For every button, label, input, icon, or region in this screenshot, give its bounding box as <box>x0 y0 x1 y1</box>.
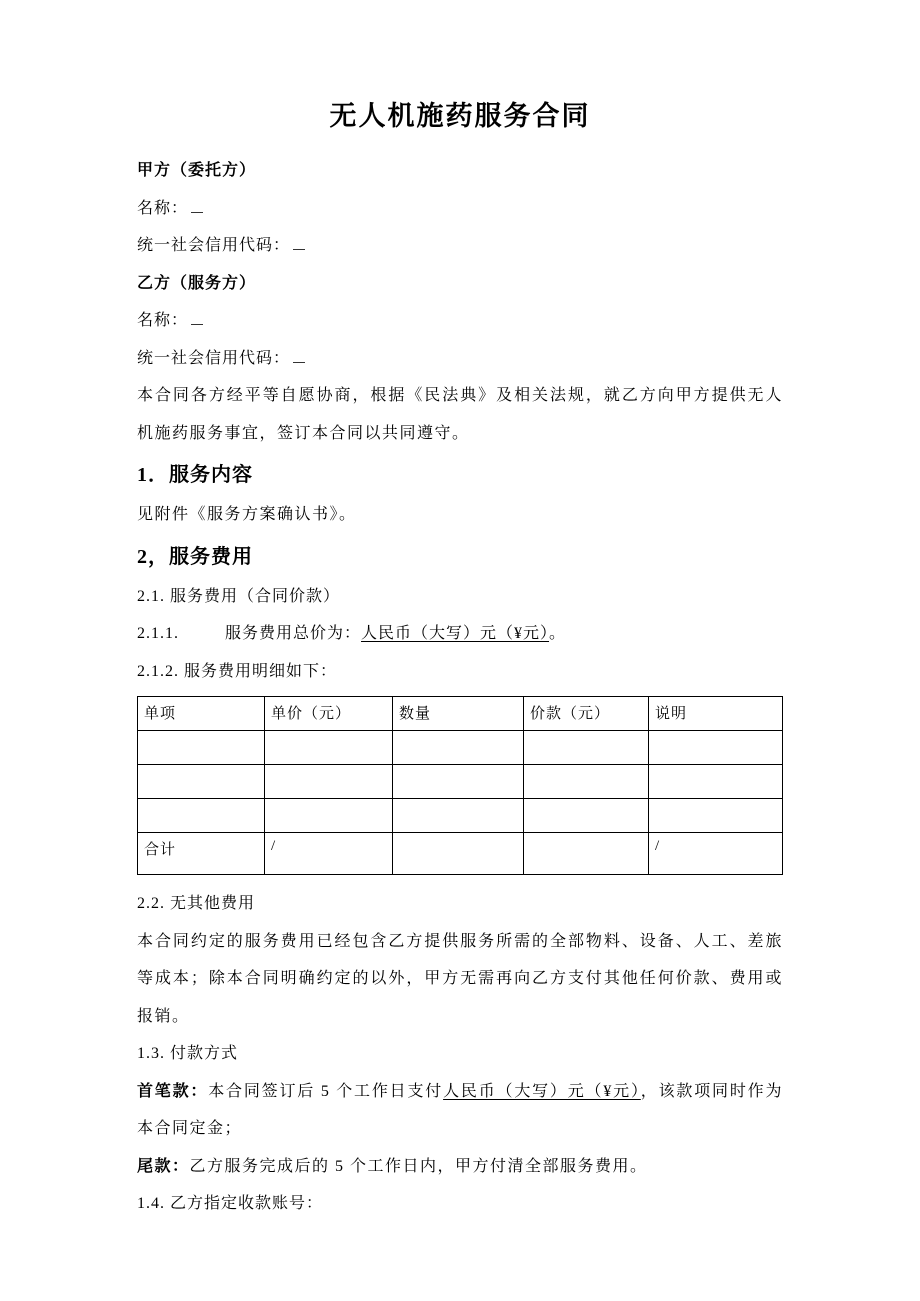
credit-code-label: 统一社会信用代码： <box>137 237 291 254</box>
name-label: 名称： <box>137 312 189 329</box>
section-1-body: 见附件《服务方案确认书》。 <box>137 506 357 523</box>
table-cell-empty <box>524 765 649 799</box>
amount-blank: 人民币（大写）元（¥元） <box>361 625 550 642</box>
fee-table-empty-row <box>138 799 783 833</box>
clause-1-4-heading: 1.4. 乙方指定收款账号： <box>137 1195 324 1212</box>
fee-table-header-row <box>138 697 783 731</box>
table-cell-empty <box>393 799 524 833</box>
table-cell-empty <box>393 765 524 799</box>
header-cell: 数量 <box>393 697 524 731</box>
table-cell-empty <box>649 799 783 833</box>
clause-2-1-2: 2.1.2. 服务费用明细如下： <box>137 662 338 680</box>
total-cell: / <box>649 833 783 875</box>
party-a-name-line <box>137 190 783 228</box>
total-label-cell: 合计 <box>138 833 265 875</box>
fee-table <box>137 696 783 875</box>
total-cell: / <box>265 833 393 875</box>
party-a-heading: 甲方（委托方） <box>137 162 257 179</box>
name-label: 名称： <box>137 199 189 217</box>
blank-field <box>191 197 203 213</box>
clause-text: 服务费用总价为： <box>225 625 362 642</box>
clause-1-3-heading: 1.3. 付款方式 <box>137 1045 239 1062</box>
doc-title: 无人机施药服务合同 <box>329 101 591 131</box>
blank-field <box>191 309 203 325</box>
header-cell: 说明 <box>649 697 783 731</box>
table-cell-empty <box>524 799 649 833</box>
clause-2-1: 2.1. 服务费用（合同价款） <box>137 587 341 605</box>
header-cell: 单价（元） <box>265 697 393 731</box>
party-b-code-line <box>137 340 783 378</box>
table-cell-empty <box>265 731 393 765</box>
first-payment-paragraph <box>137 1073 783 1148</box>
total-cell <box>524 833 649 875</box>
final-payment-text: 乙方服务完成后的 5 个工作日内，甲方付清全部服务费用。 <box>189 1157 648 1175</box>
table-cell-empty <box>138 799 265 833</box>
table-cell-empty <box>265 765 393 799</box>
credit-code-label: 统一社会信用代码： <box>137 349 291 367</box>
final-payment-label: 尾款： <box>137 1157 190 1175</box>
blank-field <box>293 234 305 250</box>
table-cell-empty <box>524 731 649 765</box>
amount-blank: 人民币（大写）元（¥元） <box>443 1082 641 1100</box>
final-payment-paragraph <box>137 1148 783 1186</box>
fee-table-total-row <box>138 833 783 875</box>
fee-table-empty-row <box>138 731 783 765</box>
table-cell-empty <box>138 731 265 765</box>
clause-number: 2.1.1. <box>137 625 179 642</box>
header-cell: 价款（元） <box>524 697 649 731</box>
clause-2-2-heading: 2.2. 无其他费用 <box>137 895 256 912</box>
intro-paragraph: 本合同各方经平等自愿协商，根据《民法典》及相关法规，就乙方向甲方提供无人机施药服务事宜，签订本合同以共同遵守。 <box>137 387 783 442</box>
clause-2-1-1 <box>137 615 783 653</box>
total-cell <box>393 833 524 875</box>
section-2-heading: 2，服务费用 <box>137 545 253 568</box>
section-1-heading: 1．服务内容 <box>137 464 253 486</box>
table-cell-empty <box>649 731 783 765</box>
fee-table-empty-row <box>138 765 783 799</box>
clause-2-2-body: 本合同约定的服务费用已经包含乙方提供服务所需的全部物料、设备、人工、差旅等成本；除本合同明确约定的以外，甲方无需再向乙方支付其他任何价款、费用或报销。 <box>137 932 783 1025</box>
first-payment-text-end: ，该款项同时作为本合同定金； <box>137 1082 783 1137</box>
table-cell-empty <box>138 765 265 799</box>
party-a-code-line <box>137 227 783 265</box>
table-cell-empty <box>393 731 524 765</box>
table-cell-empty <box>649 765 783 799</box>
first-payment-label: 首笔款： <box>137 1082 209 1100</box>
header-cell: 单项 <box>138 697 265 731</box>
clause-text-end: 。 <box>549 625 567 642</box>
table-cell-empty <box>265 799 393 833</box>
party-b-name-line <box>137 302 783 340</box>
blank-field <box>293 347 305 363</box>
party-b-heading: 乙方（服务方） <box>137 274 257 292</box>
first-payment-text: 本合同签订后 5 个工作日支付 <box>208 1082 444 1100</box>
